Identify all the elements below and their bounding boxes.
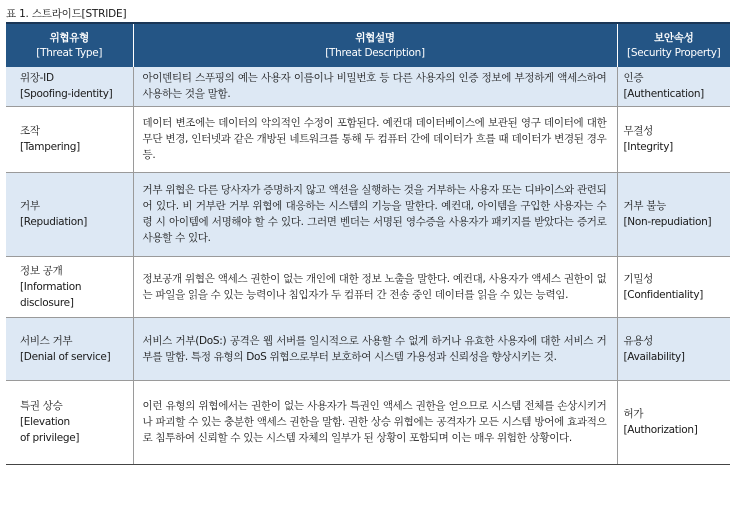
threat-description-cell: 데이터 변조에는 데이터의 악의적인 수정이 포함된다. 예컨대 데이터베이스에 보관된 영구 데이터에 대한 무단 변경, 인터넷과 같은 개방된 네트워크를 통해 두 컴퓨터 간에 데이터가 흐를 때 데이터가 변경된 경우 등. [133,106,617,172]
header-security-property-en: [Security Property] [627,46,721,59]
header-threat-type-ko: 위협유형 [49,31,89,44]
security-property-ko: 거부 불능 [623,200,666,212]
security-property-ko: 허가 [623,408,644,420]
security-property-en: [Authentication] [623,88,704,101]
table-caption: 표 1. 스트라이드[STRIDE] [6,8,127,20]
threat-type-en: [Spoofing-identity] [20,88,113,101]
threat-type-ko: 서비스 거부 [20,334,73,347]
threat-type-ko: 정보 공개 [20,264,63,277]
security-property-cell [617,172,730,256]
security-property-en: [Integrity] [623,141,673,153]
security-property-cell [617,380,730,464]
table-row [6,172,730,256]
security-property-cell [617,256,730,317]
security-property-ko: 무결성 [623,125,654,137]
security-property-en: [Authorization] [623,424,698,436]
table-row [6,380,730,464]
security-property-cell [617,317,730,380]
threat-description-cell: 거부 위협은 다른 당사자가 증명하지 않고 액션을 실행하는 것을 거부하는 사용자 또는 디바이스와 관련되어 있다. 비 거부란 거부 위협에 대응하는 시스템의 기능을 말한다. 예컨대, 아이템을 구입한 사용자는 수령 시 아이템에 서명해야 할 수 있다. 그러면 벤더는 서명된 영수증을 사용자가 패키지를 받았다는 증거로 사용할 수 있다. [133,172,617,256]
threat-type-cell [6,106,133,172]
security-property-en: [Confidentiality] [623,288,704,301]
header-threat-type-en: [Threat Type] [36,46,103,59]
table-row [6,67,730,106]
security-property-ko: 기밀성 [623,272,654,285]
threat-type-en: [Information [20,280,82,293]
header-row [6,23,730,67]
threat-type-ko: 거부 [20,200,40,212]
threat-type-ko: 위장-ID [20,72,54,85]
threat-description-cell: 정보공개 위협은 액세스 권한이 없는 개인에 대한 정보 노출을 말한다. 예컨대, 사용자가 액세스 권한이 없는 파일을 읽을 수 있는 능력이나 침입자가 두 컴퓨터 간 전송 중인 데이터를 읽을 수 있는 능력임. [133,256,617,317]
header-threat-type [6,23,133,67]
security-property-cell [617,106,730,172]
threat-type-en: [Denial of service] [20,350,111,363]
threat-type-cell [6,256,133,317]
threat-description-cell: 아이덴티티 스푸핑의 예는 사용자 이름이나 비밀번호 등 다른 사용자의 인증 정보에 부정하게 액세스하여 사용하는 것을 말함. [133,67,617,106]
header-security-property-ko: 보안속성 [654,31,694,44]
security-property-en: [Non-repudiation] [623,216,712,228]
threat-type-en: [Repudiation] [20,216,88,228]
threat-type-en: [Elevation [20,416,70,428]
threat-type-cell [6,380,133,464]
threat-type-ko: 조작 [20,125,40,137]
threat-type-cell [6,317,133,380]
header-threat-description-en: [Threat Description] [325,46,425,59]
threat-type-cell [6,67,133,106]
security-property-en: [Availability] [623,350,685,363]
table-row [6,106,730,172]
header-threat-description-ko: 위협설명 [355,31,395,44]
threat-type-en-cont: of privilege] [20,432,80,444]
threat-type-cell [6,172,133,256]
header-threat-description [133,23,617,67]
threat-type-ko: 특권 상승 [20,400,63,412]
table-row [6,317,730,380]
security-property-ko: 인증 [623,72,644,85]
threat-type-en-cont: disclosure] [20,296,74,309]
security-property-ko: 유용성 [623,334,654,347]
header-security-property [617,23,730,67]
threat-description-cell: 이런 유형의 위협에서는 권한이 없는 사용자가 특권인 액세스 권한을 얻으므로 시스템 전체를 손상시키거나 파괴할 수 있는 충분한 액세스 권한을 말함. 권한 상승 위협에는 공격자가 모든 시스템 방어에 효과적으로 침투하여 신뢰할 수 있는 시스템 자체의 일부가 된 상황이 포함되며 이는 매우 위험한 상황이다. [133,380,617,464]
threat-type-en: [Tampering] [20,141,80,153]
security-property-cell [617,67,730,106]
threat-description-cell: 서비스 거부(DoS:) 공격은 웹 서버를 일시적으로 사용할 수 없게 하거나 유효한 사용자에 대한 서비스 거부를 말함. 특정 유형의 DoS 위협으로부터 보호하여 시스템 가용성과 신뢰성을 향상시키는 것. [133,317,617,380]
table-row [6,256,730,317]
stride-table [6,22,730,465]
